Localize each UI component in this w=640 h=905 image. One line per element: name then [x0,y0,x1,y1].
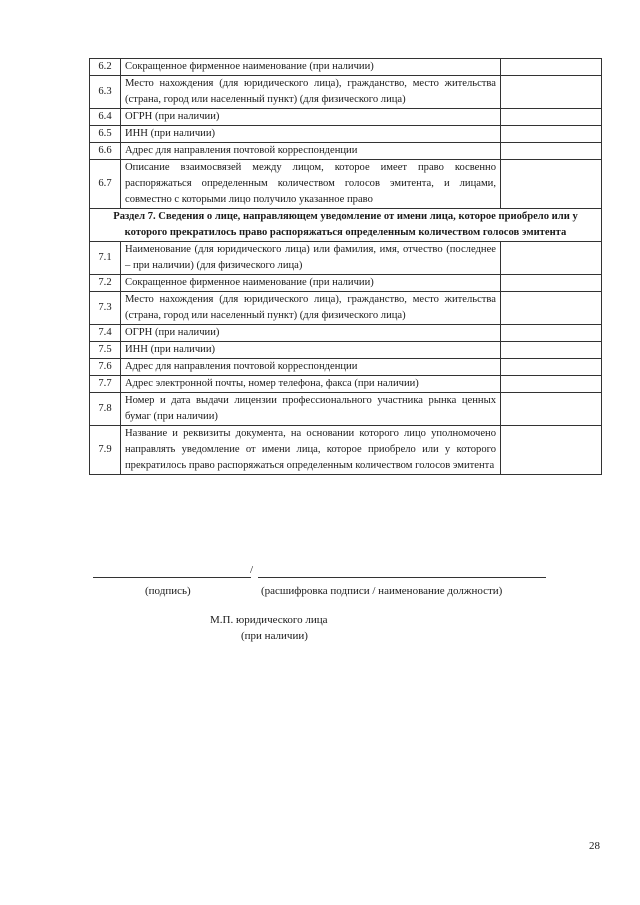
table-row [90,292,602,325]
table-row [90,275,602,292]
row-number: 7.2 [90,275,121,292]
row-description: Адрес электронной почты, номер телефона, факса (при наличии) [121,376,501,393]
table-row [90,59,602,76]
row-number: 7.6 [90,359,121,376]
row-description: Сокращенное фирменное наименование (при наличии) [121,59,501,76]
row-number: 6.4 [90,109,121,126]
row-value-cell[interactable] [501,376,602,393]
row-value-cell[interactable] [501,242,602,275]
signature-caption: (подпись) [145,585,191,597]
signature-name-caption: (расшифровка подписи / наименование должности) [261,585,503,597]
row-value-cell[interactable] [501,126,602,143]
table-row [90,426,602,475]
table-row [90,76,602,109]
row-description: ОГРН (при наличии) [121,325,501,342]
row-description: Место нахождения (для юридического лица), гражданство, место жительства (страна, город или населенный пункт) (для физического лица) [121,76,501,109]
row-number: 7.9 [90,426,121,475]
row-number: 6.7 [90,160,121,209]
row-description: Номер и дата выдачи лицензии профессионального участника рынка ценных бумаг (при наличии) [121,393,501,426]
section-7-title: Раздел 7. Сведения о лице, направляющем уведомление от имени лица, которое приобрело или у которого прекратилось право распоряжаться определенным количеством голосов эмитента [90,209,602,242]
section-7-header-row [90,209,602,242]
row-description: Название и реквизиты документа, на основании которого лицо уполномочено направлять уведомление от имени лица, которое приобрело или у которого прекратилось право распоряжаться определенным количеством голосов эмитента [121,426,501,475]
signature-slash: / [250,564,254,576]
row-number: 7.4 [90,325,121,342]
row-number: 6.3 [90,76,121,109]
table-row [90,376,602,393]
table-row [90,109,602,126]
row-number: 7.8 [90,393,121,426]
row-number: 6.6 [90,143,121,160]
signature-line [93,577,251,578]
row-value-cell[interactable] [501,160,602,209]
table-row [90,359,602,376]
signature-name-line [258,577,546,578]
row-number: 7.7 [90,376,121,393]
row-value-cell[interactable] [501,393,602,426]
row-description: Место нахождения (для юридического лица), гражданство, место жительства (страна, город или населенный пункт) (для физического лица) [121,292,501,325]
table-row [90,126,602,143]
row-value-cell[interactable] [501,59,602,76]
table-row [90,393,602,426]
row-value-cell[interactable] [501,143,602,160]
row-number: 7.1 [90,242,121,275]
row-description: Сокращенное фирменное наименование (при наличии) [121,275,501,292]
row-number: 7.5 [90,342,121,359]
row-description: ИНН (при наличии) [121,126,501,143]
row-value-cell[interactable] [501,342,602,359]
row-number: 6.5 [90,126,121,143]
notification-form-table [89,58,602,475]
row-value-cell[interactable] [501,325,602,342]
stamp-label: М.П. юридического лица [210,614,328,626]
row-value-cell[interactable] [501,76,602,109]
row-description: ОГРН (при наличии) [121,109,501,126]
row-number: 6.2 [90,59,121,76]
row-description: ИНН (при наличии) [121,342,501,359]
row-description: Адрес для направления почтовой корреспонденции [121,359,501,376]
page-number: 28 [589,840,600,852]
table-row [90,325,602,342]
row-value-cell[interactable] [501,109,602,126]
stamp-note: (при наличии) [241,630,308,642]
table-row [90,242,602,275]
table-row [90,342,602,359]
row-value-cell[interactable] [501,275,602,292]
table-row [90,143,602,160]
row-number: 7.3 [90,292,121,325]
row-value-cell[interactable] [501,426,602,475]
row-value-cell[interactable] [501,359,602,376]
table-row [90,160,602,209]
row-value-cell[interactable] [501,292,602,325]
row-description: Адрес для направления почтовой корреспонденции [121,143,501,160]
row-description: Описание взаимосвязей между лицом, которое имеет право косвенно распоряжаться определенным количеством голосов эмитента, и лицами, совместно с которыми лицо получило указанное право [121,160,501,209]
row-description: Наименование (для юридического лица) или фамилия, имя, отчество (последнее – при наличии) (для физического лица) [121,242,501,275]
